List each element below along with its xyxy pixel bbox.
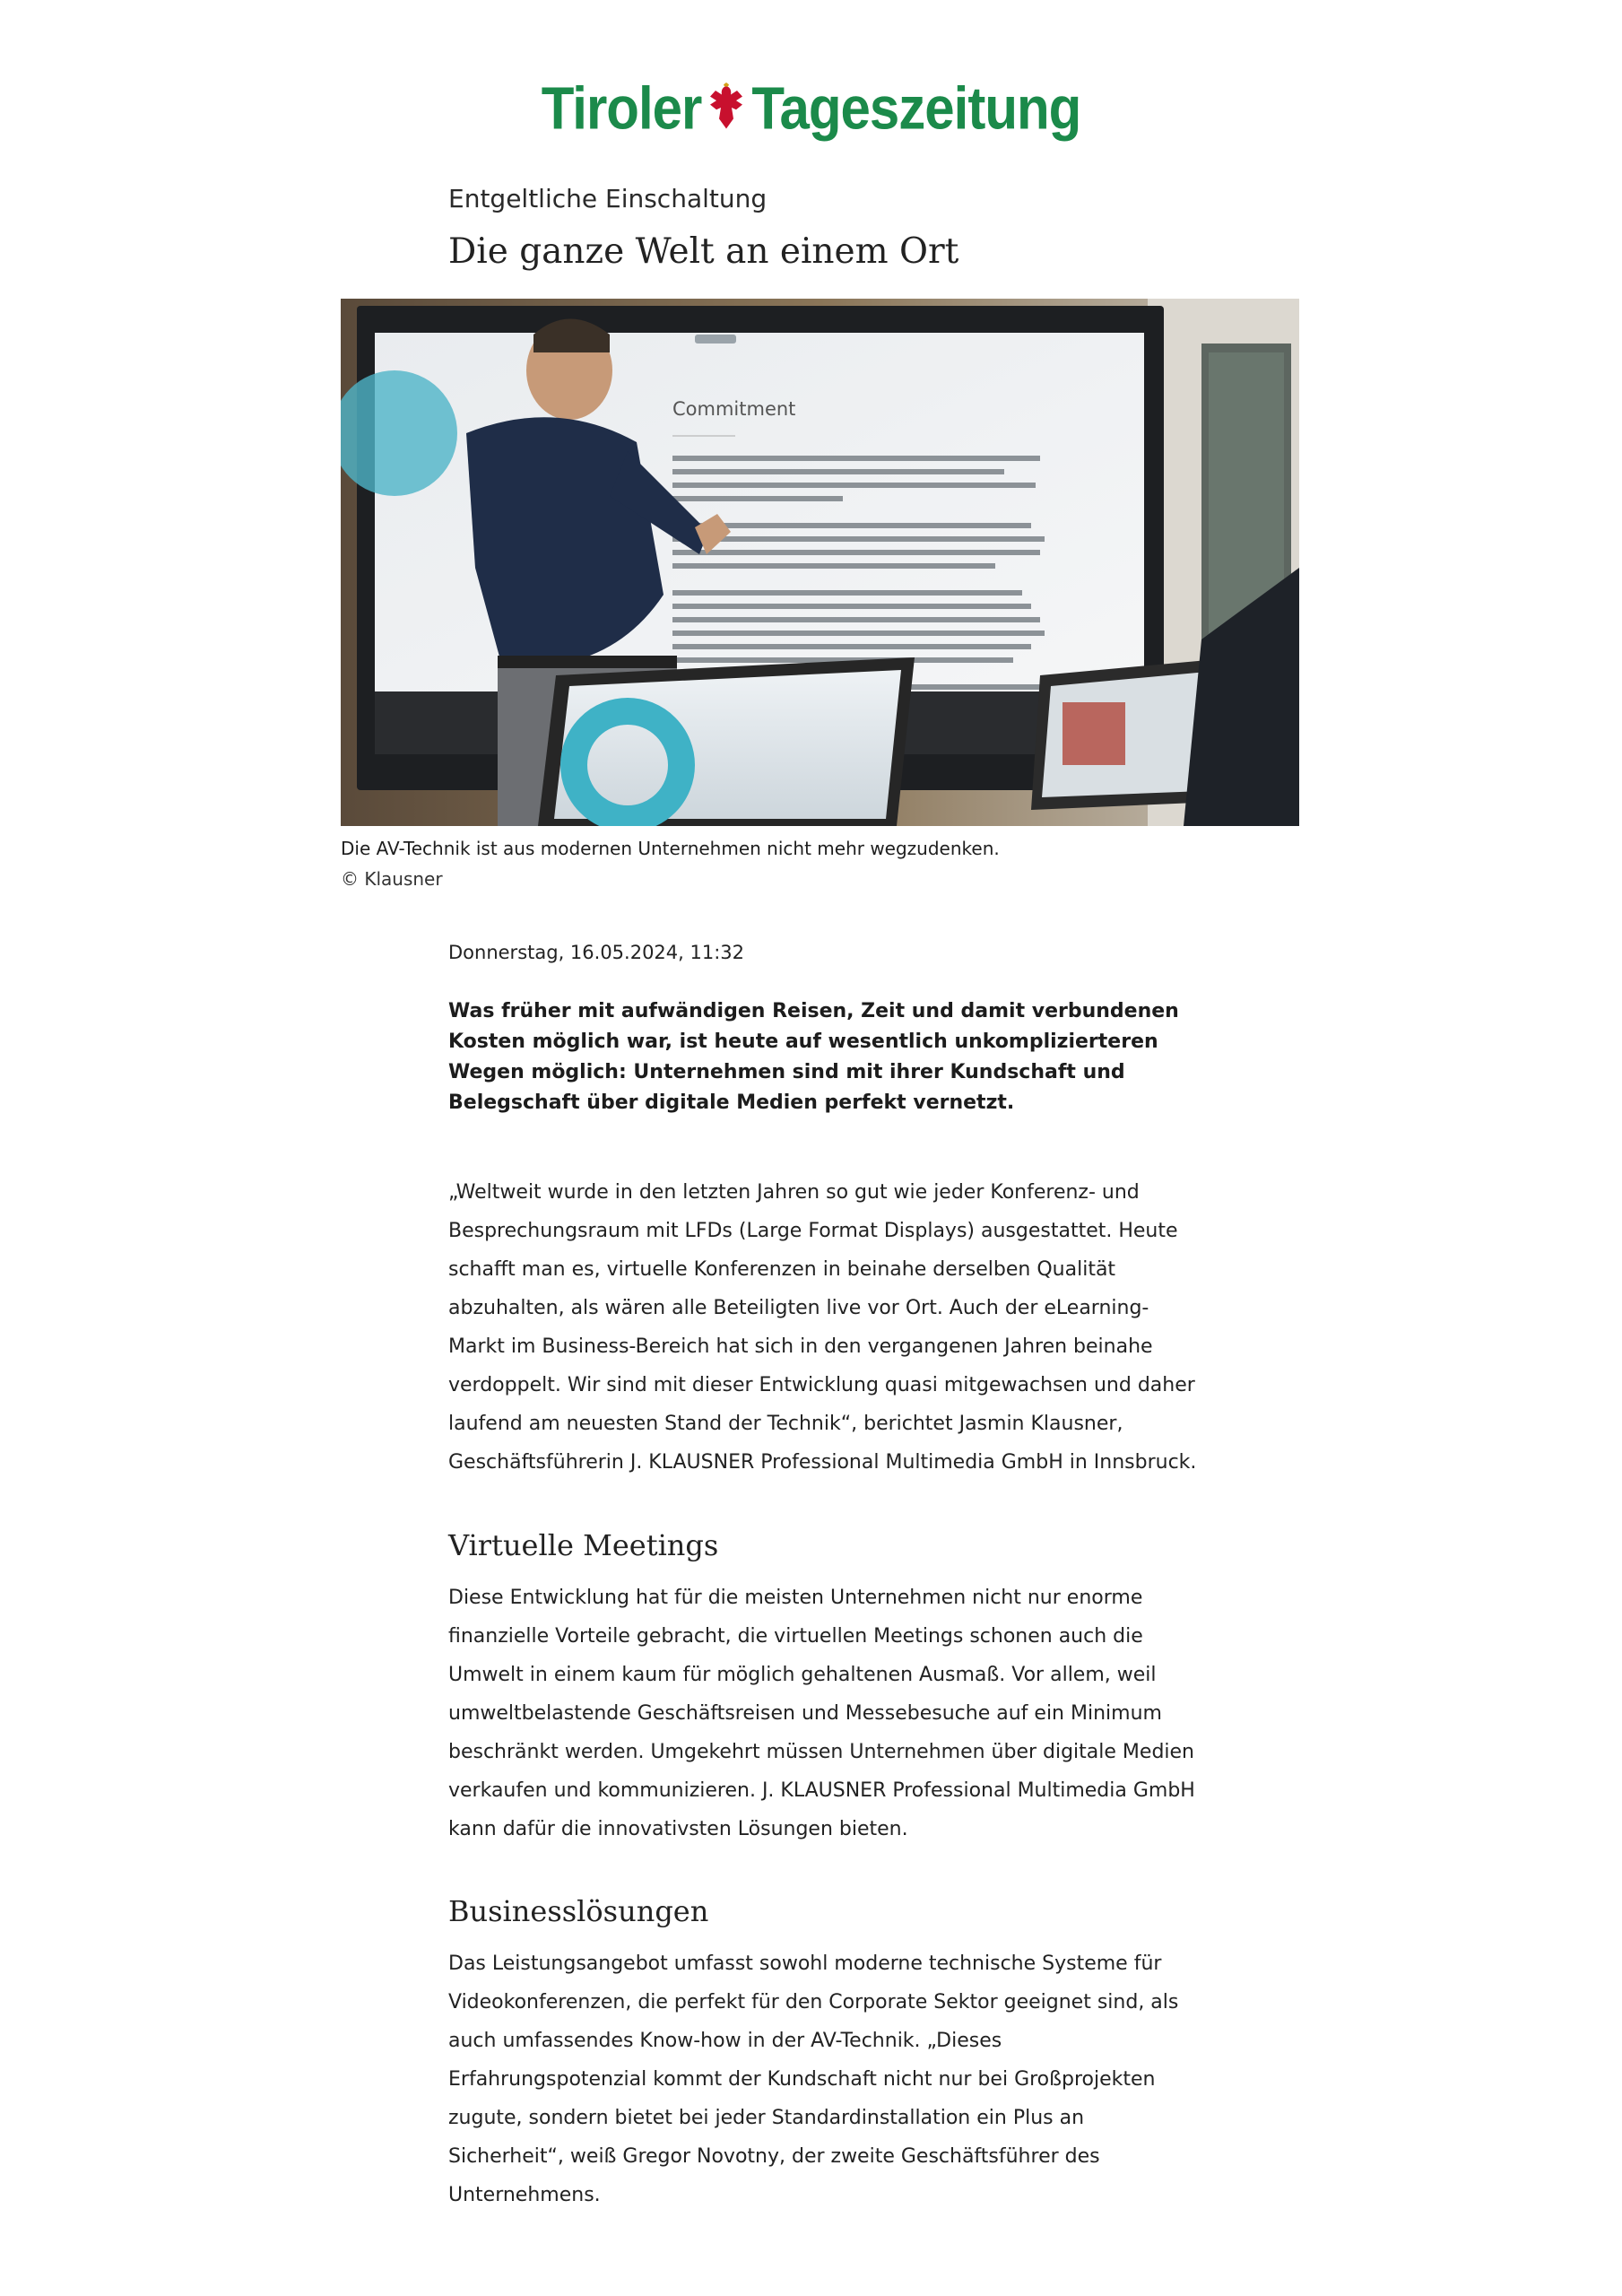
meeting-room-illustration: [341, 299, 1299, 826]
eagle-icon: [707, 83, 746, 133]
section-heading-business-solutions: Businesslösungen: [448, 1894, 709, 1928]
article-photo: [341, 299, 1299, 826]
section-body-business-solutions: Das Leistungsangebot umfasst sowohl moderne technische Systeme für Videokonferenzen, die perfekt für den Corporate Sektor geeignet sind, als auch umfassendes Know-how in der AV-Technik. „Dieses Erfahrungspotenzial kommt der Kundschaft nicht nur bei Großprojekten zugute, sondern bietet bei jeder Standardinstallation ein Plus an Sicherheit“, weiß Gregor Novotny, der zweite Geschäftsführer des Unternehmens.: [448, 1952, 1179, 2206]
logo-text-left: Tiroler: [541, 74, 702, 142]
newspaper-logo[interactable]: [0, 67, 1622, 148]
article-headline: Die ganze Welt an einem Ort: [448, 231, 959, 272]
article-paragraph: „Weltweit wurde in den letzten Jahren so gut wie jeder Konferenz- und Besprechungsraum mit LFDs (Large Format Displays) ausgestattet. Heute schafft man es, virtuelle Konferenzen in beinahe derselben Qualität abzuhalten, als wären alle Beteiligten live vor Ort. Auch der eLearning-Markt im Business-Bereich hat sich in den vergangenen Jahren beinahe verdoppelt. Wir sind mit dieser Entwicklung quasi mitgewachsen und daher laufend am neuesten Stand der Technik“, berichtet Jasmin Klausner, Geschäftsführerin J. KLAUSNER Professional Multimedia GmbH in Innsbruck.: [448, 1181, 1197, 1474]
section-body-virtual-meetings: Diese Entwicklung hat für die meisten Unternehmen nicht nur enorme finanzielle Vorteile gebracht, die virtuellen Meetings schonen auch die Umwelt in einem kaum für möglich gehaltenen Ausmaß. Vor allem, weil umweltbelastende Geschäftsreisen und Messebesuche auf ein Minimum beschränkt werden. Umgekehrt müssen Unternehmen über digitale Medien verkaufen und kommunizieren. J. KLAUSNER Professional Multimedia GmbH kann dafür die innovativsten Lösungen bieten.: [448, 1587, 1195, 1840]
logo-text-right: Tageszeitung: [751, 74, 1081, 142]
publish-date: Donnerstag, 16.05.2024, 11:32: [448, 942, 745, 963]
section-heading-virtual-meetings: Virtuelle Meetings: [448, 1528, 719, 1562]
photo-caption: Die AV-Technik ist aus modernen Unternehmen nicht mehr wegzudenken.: [341, 838, 1000, 859]
ad-label: Entgeltliche Einschaltung: [448, 184, 768, 213]
article-lead: Was früher mit aufwändigen Reisen, Zeit und damit verbundenen Kosten möglich war, ist heute auf wesentlich unkomplizierteren Wegen möglich: Unternehmen sind mit ihrer Kundschaft und Belegschaft über digitale Medien perfekt vernetzt.: [448, 1000, 1179, 1114]
slide-title: Commitment: [672, 398, 796, 420]
photo-credit: © Klausner: [341, 868, 443, 890]
